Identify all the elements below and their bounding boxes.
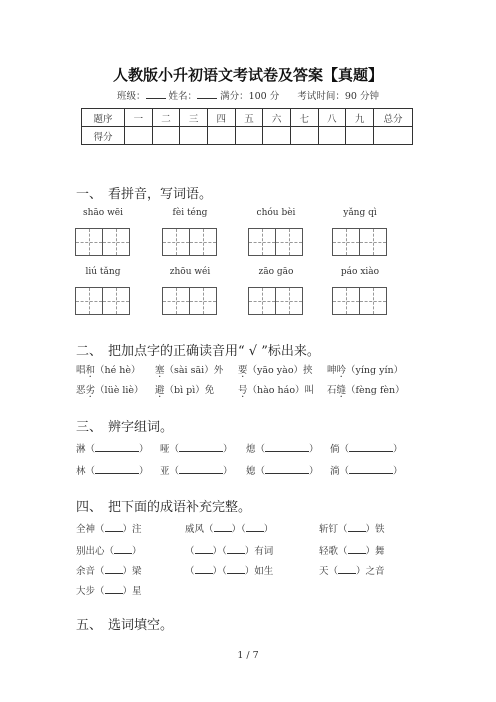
word-group-item[interactable]: 倘（ ） [330, 441, 403, 455]
pinyin-label: zāo gāo [258, 267, 294, 277]
writing-grid[interactable] [162, 287, 217, 315]
section-number: 四、 [76, 500, 103, 515]
idiom-item[interactable]: 轻歌（ ）舞 [319, 543, 385, 557]
section-2-heading [76, 340, 320, 359]
reading-item[interactable]: 避（bì pì）免 [155, 385, 215, 396]
score-header-cell: 五 [235, 109, 263, 127]
reading-item[interactable]: 呻吟（yíng yín） [327, 365, 404, 376]
section-number: 一、 [76, 187, 103, 202]
section-3-heading [76, 416, 173, 435]
section-5-heading [76, 614, 173, 633]
score-cell[interactable] [152, 127, 180, 145]
score-cell[interactable] [207, 127, 235, 145]
section-title: 把加点字的正确读音用“ √ ”标出来。 [108, 344, 320, 359]
score-header-cell: 一 [125, 109, 153, 127]
word-group-item[interactable]: 熄（ ） [246, 441, 319, 455]
idiom-item[interactable]: 威风（ ）（ ） [185, 521, 273, 535]
score-header-cell: 二 [152, 109, 180, 127]
class-blank[interactable] [146, 88, 166, 99]
page-title: 人教版小升初语文考试卷及答案【真题】 [112, 66, 383, 84]
name-blank[interactable] [197, 88, 217, 99]
score-header-cell: 四 [207, 109, 235, 127]
writing-grid[interactable] [332, 228, 387, 256]
score-cell[interactable] [290, 127, 318, 145]
writing-grid[interactable] [332, 287, 387, 315]
score-cell[interactable] [263, 127, 291, 145]
score-row-label: 得分 [82, 127, 125, 145]
idiom-item[interactable]: 斩钉（ ）铁 [319, 521, 385, 535]
pinyin-label: liú tǎng [85, 267, 121, 277]
score-header-cell: 七 [290, 109, 318, 127]
score-header-cell: 九 [346, 109, 374, 127]
score-label: 满分：100 分 [220, 91, 280, 102]
pinyin-label: yǎng qì [343, 208, 377, 218]
name-label: 姓名： [168, 91, 198, 102]
writing-grid[interactable] [248, 228, 303, 256]
exam-info [0, 88, 496, 102]
pinyin-label: fèi téng [172, 208, 208, 218]
section-number: 五、 [76, 618, 103, 633]
reading-item[interactable]: 号（hào háo）叫 [238, 385, 315, 396]
section-4-heading [76, 496, 251, 515]
reading-item[interactable]: 石缝（fèng fèn） [327, 385, 405, 396]
word-group-item[interactable]: 淌（ ） [330, 463, 403, 477]
word-group-item[interactable]: 媳（ ） [246, 463, 319, 477]
reading-item[interactable]: 要（yāo yào）挟 [238, 365, 313, 376]
pinyin-label: shāo wēi [83, 208, 123, 218]
section-title: 把下面的成语补充完整。 [108, 500, 252, 515]
idiom-item[interactable]: 别出心（ ） [76, 543, 142, 557]
score-table [81, 108, 413, 145]
score-header-cell: 三 [180, 109, 208, 127]
writing-grid[interactable] [75, 287, 130, 315]
section-title: 辨字组词。 [108, 420, 174, 435]
score-header-cell: 八 [318, 109, 346, 127]
score-cell[interactable] [374, 127, 413, 145]
idiom-item[interactable]: 天（ ）之音 [319, 563, 385, 577]
pinyin-label: zhōu wéi [169, 267, 211, 277]
word-group-item[interactable]: 淋（ ） [76, 441, 149, 455]
page-number: 1 / 7 [237, 650, 259, 661]
score-header-cell: 题序 [82, 109, 125, 127]
pinyin-label: páo xiào [340, 267, 380, 277]
score-cell[interactable] [180, 127, 208, 145]
idiom-item[interactable]: 全神（ ）注 [76, 521, 142, 535]
idiom-item[interactable]: 大步（ ）星 [76, 583, 142, 597]
section-title: 看拼音，写词语。 [108, 187, 213, 202]
score-table-header-row [82, 109, 413, 127]
word-group-item[interactable]: 亚（ ） [160, 463, 233, 477]
reading-item[interactable]: 唱和（hé hè） [76, 365, 141, 376]
class-label: 班级： [117, 91, 146, 102]
section-number: 三、 [76, 420, 103, 435]
score-header-cell: 总分 [374, 109, 413, 127]
word-group-item[interactable]: 林（ ） [76, 463, 149, 477]
writing-grid[interactable] [162, 228, 217, 256]
word-group-item[interactable]: 哑（ ） [160, 441, 233, 455]
idiom-item[interactable]: （ ）（ ）有词 [185, 543, 273, 557]
score-cell[interactable] [125, 127, 153, 145]
section-1-heading [76, 183, 212, 202]
score-table-row [82, 127, 413, 145]
idiom-item[interactable]: （ ）（ ）如生 [185, 563, 273, 577]
pinyin-label: chóu bèi [256, 208, 296, 218]
score-cell[interactable] [235, 127, 263, 145]
score-header-cell: 六 [263, 109, 291, 127]
writing-grid[interactable] [248, 287, 303, 315]
idiom-item[interactable]: 余音（ ）梁 [76, 563, 142, 577]
score-cell[interactable] [318, 127, 346, 145]
reading-item[interactable]: 塞（sài sāi）外 [155, 365, 224, 376]
section-number: 二、 [76, 344, 103, 359]
score-cell[interactable] [346, 127, 374, 145]
writing-grid[interactable] [75, 228, 130, 256]
section-title: 选词填空。 [108, 618, 174, 633]
time-label: 考试时间：90 分钟 [297, 91, 379, 102]
reading-item[interactable]: 恶劣（lüè liè） [76, 385, 144, 396]
